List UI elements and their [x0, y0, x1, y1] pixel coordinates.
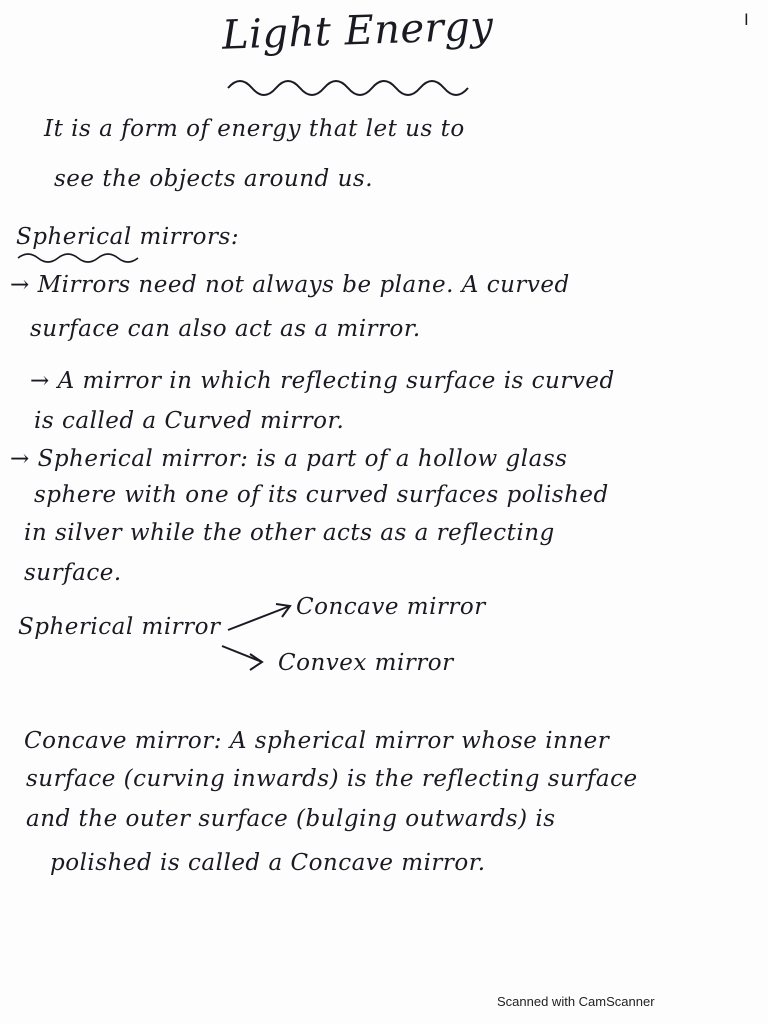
classification-convex: Convex mirror: [278, 650, 454, 676]
title-squiggle: [228, 81, 468, 95]
classification-concave: Concave mirror: [296, 594, 486, 620]
heading-squiggle: [18, 254, 138, 262]
arrow-to-convex: [222, 646, 262, 662]
arrow-to-concave: [228, 606, 290, 630]
bullet-2-line-2: is called a Curved mirror.: [34, 408, 345, 434]
corner-mark: I: [744, 10, 749, 29]
bullet-3-line-3: in silver while the other acts as a reflecting: [24, 520, 555, 546]
concave-def-line-1: Concave mirror: A spherical mirror whose inner: [24, 728, 610, 754]
scanner-watermark: Scanned with CamScanner: [497, 994, 655, 1009]
intro-line-1: It is a form of energy that let us to: [44, 116, 465, 142]
bullet-3-line-4: surface.: [24, 560, 122, 586]
page-title: Light Energy: [221, 3, 495, 59]
bullet-1-line-1: → Mirrors need not always be plane. A curved: [10, 272, 570, 298]
bullet-3-line-1: → Spherical mirror: is a part of a hollow glass: [10, 446, 568, 472]
bullet-1-line-2: surface can also act as a mirror.: [30, 316, 421, 342]
spherical-heading: Spherical mirrors:: [16, 224, 240, 250]
bullet-2-line-1: → A mirror in which reflecting surface is curved: [30, 368, 615, 394]
classification-root: Spherical mirror: [18, 614, 221, 640]
concave-def-line-3: and the outer surface (bulging outwards) is: [26, 806, 556, 832]
concave-def-line-2: surface (curving inwards) is the reflecting surface: [26, 766, 638, 792]
intro-line-2: see the objects around us.: [54, 166, 374, 192]
bullet-3-line-2: sphere with one of its curved surfaces polished: [34, 482, 609, 508]
concave-def-line-4: polished is called a Concave mirror.: [50, 850, 486, 876]
